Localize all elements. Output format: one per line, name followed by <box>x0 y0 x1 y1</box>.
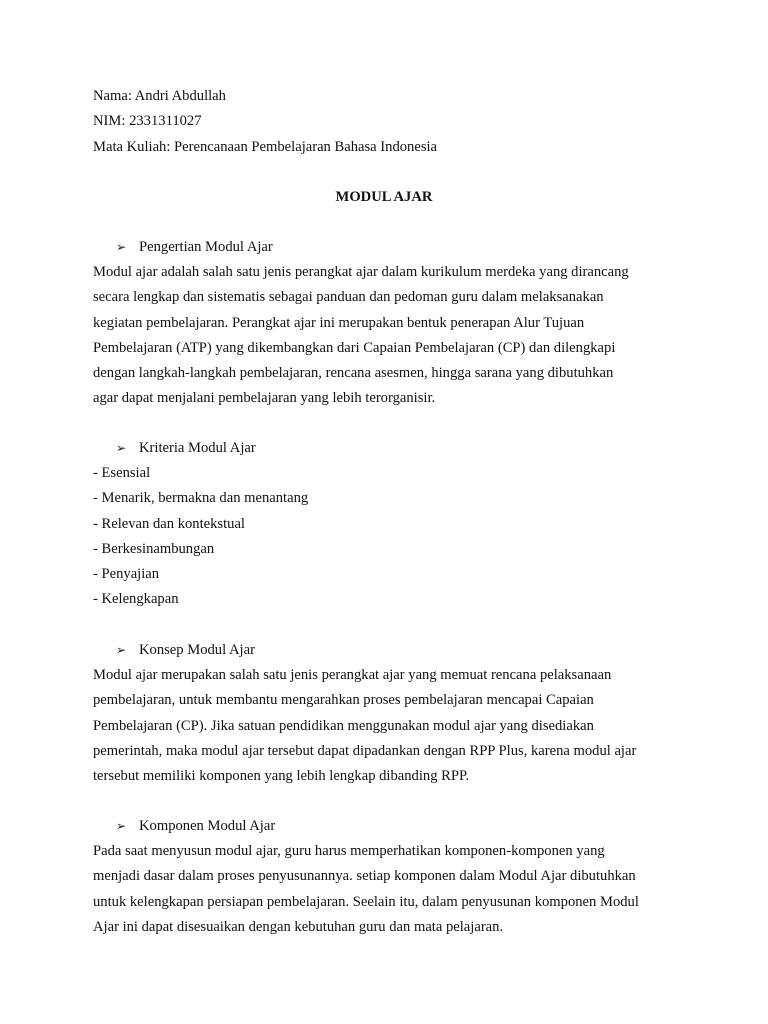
paragraph-line: Pembelajaran (CP). Jika satuan pendidikan menggunakan modul ajar yang disediakan <box>93 717 594 734</box>
student-info <box>93 84 674 160</box>
section-heading-komponen <box>116 814 275 839</box>
list-item: - Esensial <box>93 465 151 481</box>
paragraph-line: menjadi dasar dalam proses penyusunannya. setiap komponen dalam Modul Ajar dibutuhkan <box>93 868 636 885</box>
arrow-bullet-icon: ➢ <box>116 240 127 254</box>
list-item: - Relevan dan kontekstual <box>93 515 245 532</box>
paragraph-line: tersebut memiliki komponen yang lebih lengkap dibanding RPP. <box>93 768 470 785</box>
section-body-komponen <box>93 839 674 940</box>
section-heading-label: Kriteria Modul Ajar <box>139 440 256 456</box>
section-heading-label: Komponen Modul Ajar <box>139 818 276 834</box>
course-name: Mata Kuliah: Perencanaan Pembelajaran Bahasa Indonesia <box>93 138 438 155</box>
paragraph-line: secara lengkap dan sistematis sebagai panduan dan pedoman guru dalam melaksanakan <box>93 289 604 306</box>
paragraph-line: Modul ajar merupakan salah satu jenis perangkat ajar yang memuat rencana pelaksanaan <box>93 667 612 683</box>
paragraph-line: dengan langkah-langkah pembelajaran, rencana asesmen, hingga sarana yang dibutuhkan <box>93 365 614 382</box>
section-body-pengertian <box>93 260 674 412</box>
paragraph-line: untuk kelengkapan persiapan pembelajaran. Seelain itu, dalam penyusunan komponen Modul <box>93 893 639 910</box>
section-body-konsep <box>93 663 674 789</box>
list-item: - Kelengkapan <box>93 591 179 608</box>
paragraph-line: pemerintah, maka modul ajar tersebut dapat dipadankan dengan RPP Plus, karena modul ajar <box>93 742 637 759</box>
criteria-list <box>93 461 674 613</box>
list-item: - Berkesinambungan <box>93 540 215 557</box>
paragraph-line: agar dapat menjalani pembelajaran yang lebih terorganisir. <box>93 390 436 407</box>
section-heading-konsep <box>116 638 255 663</box>
arrow-bullet-icon: ➢ <box>116 819 127 833</box>
arrow-bullet-icon: ➢ <box>116 441 127 455</box>
paragraph-line: Ajar ini dapat disesuaikan dengan kebutuhan guru dan mata pelajaran. <box>93 918 504 935</box>
section-heading-label: Pengertian Modul Ajar <box>139 239 273 255</box>
list-item: - Penyajian <box>93 566 160 583</box>
arrow-bullet-icon: ➢ <box>116 643 127 657</box>
student-nim: NIM: 2331311027 <box>93 113 202 130</box>
document-title: MODUL AJAR <box>335 189 433 205</box>
paragraph-line: pembelajaran, untuk membantu mengarahkan proses pembelajaran mencapai Capaian <box>93 692 594 709</box>
paragraph-line: Pada saat menyusun modul ajar, guru harus memperhatikan komponen-komponen yang <box>93 843 605 859</box>
paragraph-line: Pembelajaran (ATP) yang dikembangkan dari Capaian Pembelajaran (CP) dan dilengkapi <box>93 339 616 356</box>
section-heading-label: Konsep Modul Ajar <box>139 642 255 658</box>
section-heading-kriteria <box>116 436 256 461</box>
student-name: Nama: Andri Abdullah <box>93 88 226 104</box>
section-heading-pengertian <box>116 235 273 260</box>
paragraph-line: Modul ajar adalah salah satu jenis perangkat ajar dalam kurikulum merdeka yang dirancang <box>93 264 629 280</box>
paragraph-line: kegiatan pembelajaran. Perangkat ajar ini merupakan bentuk penerapan Alur Tujuan <box>93 314 585 331</box>
list-item: - Menarik, bermakna dan menantang <box>93 490 309 507</box>
